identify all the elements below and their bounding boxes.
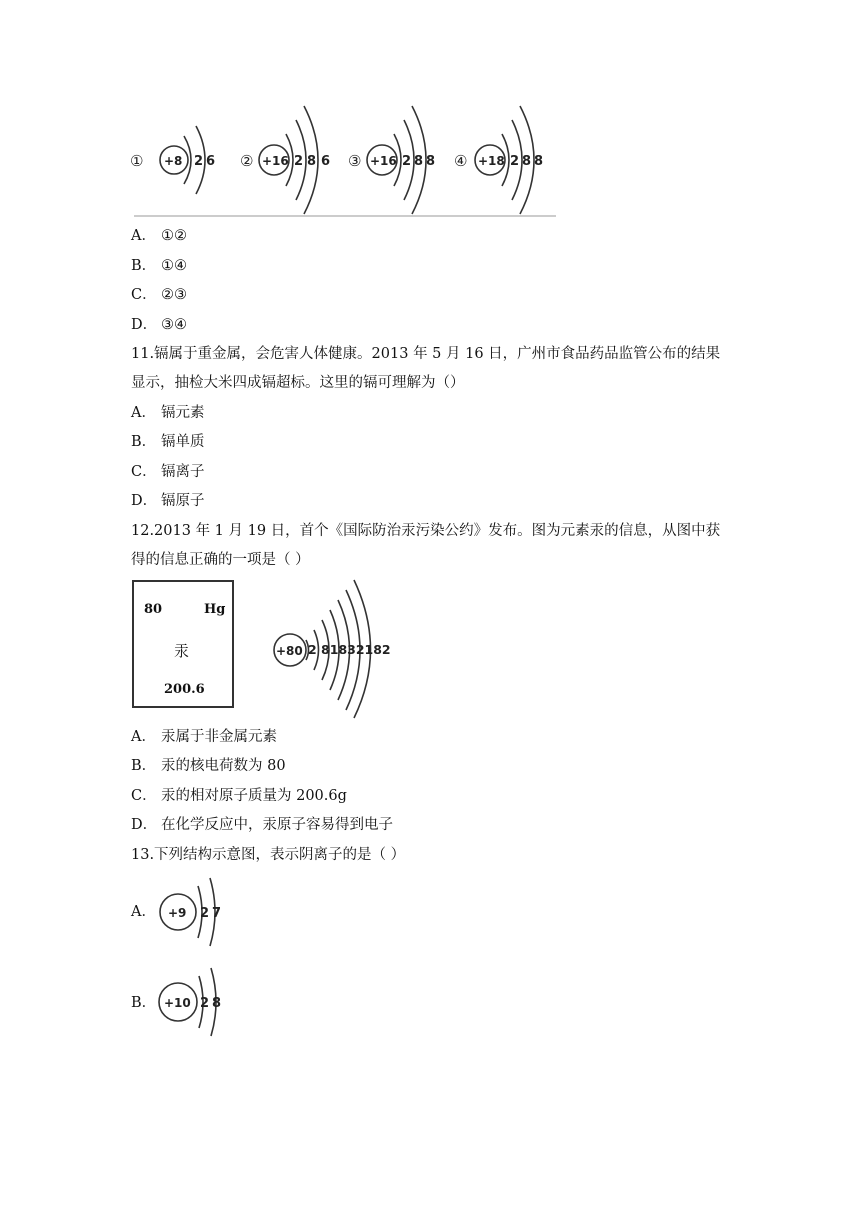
electron-3-3: 8 — [426, 154, 436, 169]
element-symbol: Hg — [204, 602, 226, 617]
q12-option-a: A． 汞属于非金属元素 — [131, 729, 277, 745]
nucleus-label-1: +8 — [164, 154, 183, 168]
electron-4-3: 8 — [534, 154, 544, 169]
atomic-number: 80 — [144, 602, 163, 617]
q13-b-nucleus: +10 — [164, 996, 191, 1010]
mercury-element-card — [132, 580, 234, 708]
mercury-atom-diagram — [268, 578, 398, 720]
electron-3-1: 2 — [402, 154, 412, 169]
atomic-mass: 200.6 — [164, 682, 205, 697]
electron-2-1: 2 — [294, 154, 304, 169]
electron-4-2: 8 — [522, 154, 532, 169]
q13-option-a-diagram — [156, 874, 228, 950]
electron-2-2: 8 — [307, 154, 317, 169]
nucleus-label-4: +18 — [478, 154, 505, 168]
q13-stem: 13.下列结构示意图，表示阴离子的是（ ） — [131, 847, 406, 863]
q10-option-b: B． ①④ — [131, 258, 187, 274]
element-name: 汞 — [174, 642, 190, 660]
q12-stem-line1: 12.2013 年 1 月 19 日，首个《国际防治汞污染公约》发布。图为元素汞的信息，从图中获 — [131, 523, 721, 539]
mercury-nucleus-label: +80 — [276, 644, 303, 658]
q11-stem-line2: 显示，抽检大米四成镉超标。这里的镉可理解为（） — [131, 375, 465, 391]
q10-option-d: D． ③④ — [131, 317, 187, 333]
q11-option-c: C． 镉离子 — [131, 464, 205, 480]
q11-option-a: A． 镉元素 — [131, 405, 205, 421]
q12-option-c: C． 汞的相对原子质量为 200.6g — [131, 788, 347, 804]
q13-b-electron-2: 8 — [212, 996, 222, 1011]
diagram-index-3: ③ — [348, 152, 362, 170]
mercury-electron-config: 2 81832182 — [308, 642, 391, 657]
electron-1-1: 2 — [194, 154, 204, 169]
diagram-index-2: ② — [240, 152, 254, 170]
q12-stem-line2: 得的信息正确的一项是（ ） — [131, 552, 310, 568]
q13-option-b-letter: B． — [131, 995, 157, 1011]
nucleus-label-3: +16 — [370, 154, 397, 168]
q11-option-d: D． 镉原子 — [131, 493, 205, 509]
q13-option-b-diagram — [156, 964, 228, 1040]
diagram-index-4: ④ — [454, 152, 468, 170]
electron-2-3: 6 — [321, 154, 331, 169]
q13-b-electron-1: 2 — [200, 996, 210, 1011]
q11-stem-line1: 11.镉属于重金属，会危害人体健康。2013 年 5 月 16 日，广州市食品药品监管公布的结果 — [131, 346, 721, 362]
q10-option-a: A． ①② — [131, 228, 187, 244]
electron-4-1: 2 — [510, 154, 520, 169]
q10-option-c: C． ②③ — [131, 287, 187, 303]
q13-a-electron-1: 2 — [200, 906, 210, 921]
q13-a-electron-2: 7 — [212, 906, 222, 921]
diagram-index-1: ① — [130, 152, 144, 170]
q12-option-d: D． 在化学反应中，汞原子容易得到电子 — [131, 817, 393, 833]
q13-a-nucleus: +9 — [168, 906, 187, 920]
electron-3-2: 8 — [414, 154, 424, 169]
nucleus-label-2: +16 — [262, 154, 289, 168]
q10-atom-diagrams — [126, 98, 566, 222]
electron-1-2: 6 — [206, 154, 216, 169]
q13-option-a-letter: A． — [131, 904, 156, 920]
q11-option-b: B． 镉单质 — [131, 434, 205, 450]
q12-option-b: B． 汞的核电荷数为 80 — [131, 758, 286, 774]
